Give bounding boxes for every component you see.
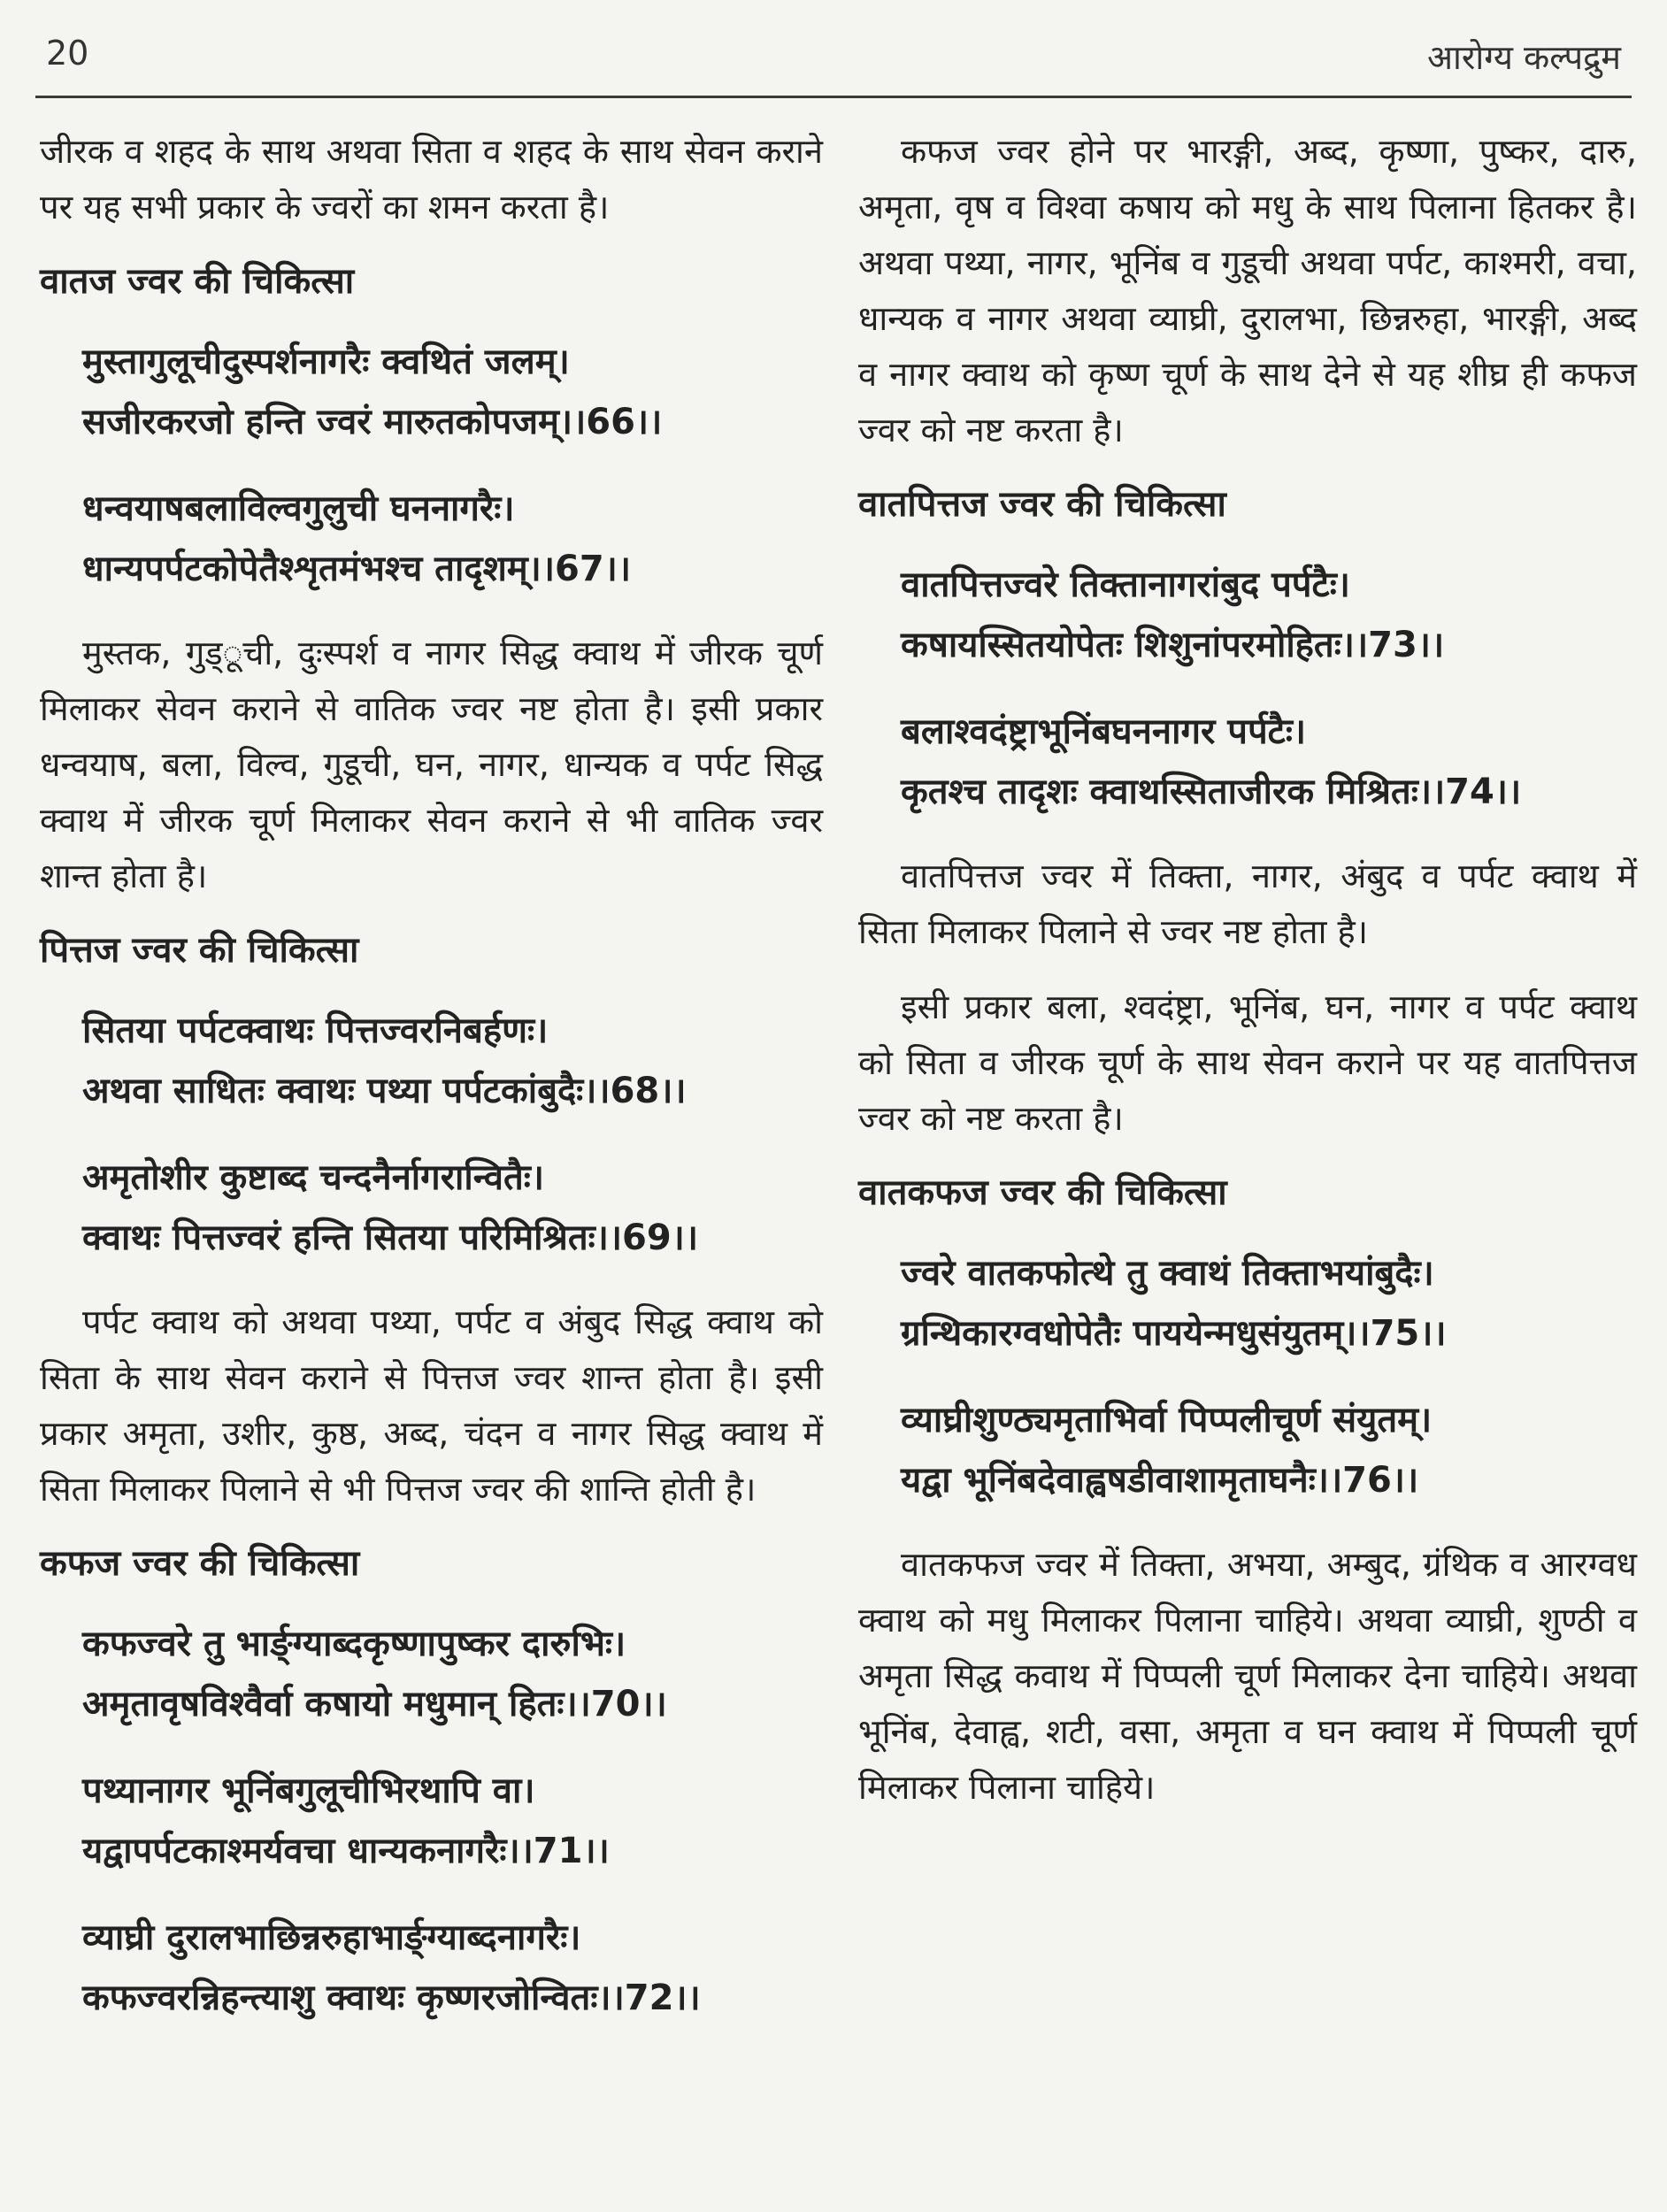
verse-line: यद्वापर्पटकाश्मर्यवचा धान्यकनागरैः।।71।। xyxy=(82,1831,610,1871)
verse-69 xyxy=(82,1148,823,1268)
verse-line: व्याघ्रीशुण्ठ्यमृताभिर्वा पिप्पलीचूर्ण संयुतम्। xyxy=(901,1400,1433,1440)
verse-line: वातपित्तज्वरे तिक्तानागरांबुद पर्पटैः। xyxy=(901,565,1350,605)
header-rule xyxy=(35,96,1632,98)
running-head: आरोग्य कल्पद्रुम xyxy=(1427,38,1621,77)
left-column xyxy=(40,124,823,2055)
verse-66 xyxy=(82,332,823,452)
verse-line: बलाश्वदंष्ट्राभूनिंबघननागर पर्पटैः। xyxy=(901,711,1307,752)
verse-67 xyxy=(82,479,823,599)
verse-76 xyxy=(901,1390,1637,1510)
verse-line: कफज्वरे तु भार्ङ्ग्याब्दकृष्णापुष्कर दारुभिः। xyxy=(82,1624,626,1664)
verse-line: मुस्तागुलूचीदुस्पर्शनागरैः क्वथितं जलम्। xyxy=(82,342,570,382)
verse-71 xyxy=(82,1761,823,1881)
verse-74 xyxy=(901,702,1637,822)
paragraph: इसी प्रकार बला, श्वदंष्ट्रा, भूनिंब, घन, नागर व पर्पट क्वाथ को सिता व जीरक चूर्ण के साथ सेवन कराने पर यह वातपित्तज ज्वर को नष्ट करता है। xyxy=(858,987,1637,1138)
section-heading: वातकफज ज्वर की चिकित्सा xyxy=(858,1172,1227,1213)
verse-line: कषायस्सितयोपेतः शिशुनांपरमोहितः।।73।। xyxy=(901,625,1445,665)
paragraph: वातपित्तज ज्वर में तिक्ता, नागर, अंबुद व पर्पट क्वाथ में सिता मिलाकर पिलाने से ज्वर नष्ट होता है। xyxy=(858,856,1637,951)
verse-line: धन्वयाषबलाविल्वगुलुची घननागरैः। xyxy=(82,488,515,529)
verse-line: यद्वा भूनिंबदेवाह्वषडीवाशामृताघनैः।।76।। xyxy=(901,1460,1419,1501)
verse-line: ग्रन्थिकारग्वधोपेतैः पाययेन्मधुसंयुतम्।।75।। xyxy=(901,1313,1447,1354)
verse-73 xyxy=(901,555,1637,675)
verse-line: कृतश्च तादृशः क्वाथस्सिताजीरक मिश्रितः।।74।। xyxy=(901,772,1522,812)
verse-75 xyxy=(901,1243,1637,1363)
right-column xyxy=(858,124,1637,1835)
verse-line: अमृतोशीर कुष्टाब्द चन्दनैर्नागरान्वितैः। xyxy=(82,1157,545,1198)
verse-line: अथवा साधितः क्वाथः पथ्या पर्पटकांबुदैः।।68।। xyxy=(82,1071,687,1111)
verse-line: अमृतावृषविश्वैर्वा कषायो मधुमान् हितः।।70।। xyxy=(82,1684,667,1724)
verse-68 xyxy=(82,1001,823,1121)
verse-line: सितया पर्पटक्वाथः पित्तज्वरनिबर्हणः। xyxy=(82,1010,549,1051)
verse-line: क्वाथः पित्तज्वरं हन्ति सितया परिमिश्रितः।।69।। xyxy=(82,1217,699,1258)
verse-70 xyxy=(82,1614,823,1734)
verse-line: सजीरकरजो हन्ति ज्वरं मारुतकोपजम्।।66।। xyxy=(82,402,663,442)
paragraph: पर्पट क्वाथ को अथवा पथ्या, पर्पट व अंबुद सिद्ध क्वाथ को सिता के साथ सेवन कराने से पित्तज ज्वर शान्त होता है। इसी प्रकार अमृता, उशीर, कुष्ठ, अब्द, चंदन व नागर सिद्ध क्वाथ में सिता मिलाकर पिलाने से भी पित्तज ज्वर की शान्ति होती है। xyxy=(40,1302,823,1509)
verse-72 xyxy=(82,1908,823,2028)
paragraph: जीरक व शहद के साथ अथवा सिता व शहद के साथ सेवन कराने पर यह सभी प्रकार के ज्वरों का शमन करता है। xyxy=(40,132,823,227)
paragraph: वातकफज ज्वर में तिक्ता, अभया, अम्बुद, ग्रंथिक व आरग्वध क्वाथ को मधु मिलाकर पिलाना चाहिये। अथवा व्याघ्री, शुण्ठी व अमृता सिद्ध कवाथ में पिप्पली चूर्ण मिलाकर देना चाहिये। अथवा भूनिंब, देवाह्व, शटी, वसा, अमृता व घन क्वाथ में पिप्पली चूर्ण मिलाकर पिलाना चाहिये। xyxy=(858,1545,1637,1807)
verse-line: व्याघ्री दुरालभाछिन्नरुहाभार्ङ्ग्याब्दनागरैः। xyxy=(82,1917,581,1958)
paragraph: मुस्तक, गुड्ूची, दुःस्पर्श व नागर सिद्ध क्वाथ में जीरक चूर्ण मिलाकर सेवन कराने से वातिक ज्वर नष्ट होता है। इसी प्रकार धन्वयाष, बला, विल्व, गुडूची, घन, नागर, धान्यक व पर्पट सिद्ध क्वाथ में जीरक चूर्ण मिलाकर सेवन कराने से भी वातिक ज्वर शान्त होता है। xyxy=(40,634,823,895)
paragraph: कफज ज्वर होने पर भारङ्गी, अब्द, कृष्णा, पुष्कर, दारु, अमृता, वृष व विश्वा कषाय को मधु के साथ पिलाना हितकर है। अथवा पथ्या, नागर, भूनिंब व गुडूची अथवा पर्पट, काश्मरी, वचा, धान्यक व नागर अथवा व्याघ्री, दुरालभा, छिन्नरुहा, भारङ्गी, अब्द व नागर क्वाथ को कृष्ण चूर्ण के साथ देने से यह शीघ्र ही कफज ज्वर को नष्ट करता है। xyxy=(858,132,1637,449)
section-heading: पित्तज ज्वर की चिकित्सा xyxy=(40,930,359,971)
page-number: 20 xyxy=(46,34,89,73)
section-heading: वातपित्तज ज्वर की चिकित्सा xyxy=(858,484,1226,525)
verse-line: कफज्वरन्निहन्त्याशु क्वाथः कृष्णरजोन्वितः।।72।। xyxy=(82,1978,701,2018)
verse-line: धान्यपर्पटकोपेतैश्शृतमंभश्च तादृशम्।।67।। xyxy=(82,549,631,589)
verse-line: पथ्यानागर भूनिंबगुलूचीभिरथापि वा। xyxy=(82,1770,535,1811)
verse-line: ज्वरे वातकफोत्थे तु क्वाथं तिक्ताभयांबुदैः। xyxy=(901,1253,1434,1294)
section-heading: कफज ज्वर की चिकित्सा xyxy=(40,1543,360,1584)
section-heading: वातज ज्वर की चिकित्सा xyxy=(40,261,355,302)
